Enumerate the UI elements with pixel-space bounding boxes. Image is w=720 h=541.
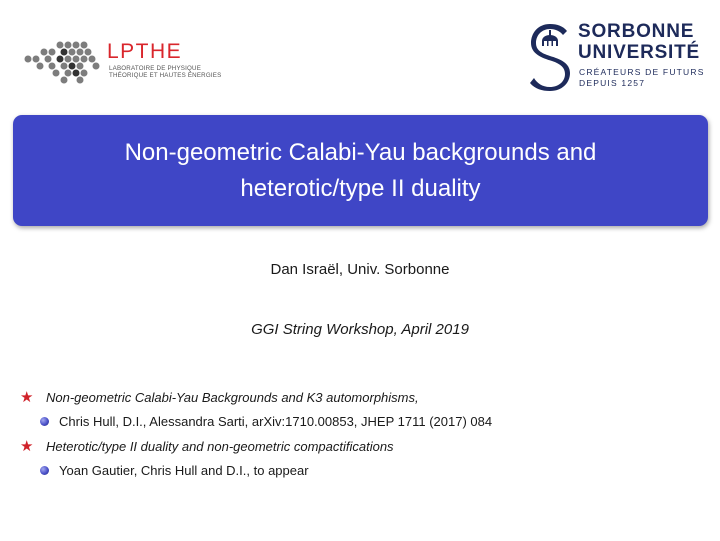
sorbonne-tagline-line2: DEPUIS 1257 — [579, 78, 646, 88]
lpthe-name: LPTHE — [107, 40, 183, 63]
reference-detail-item — [40, 460, 309, 480]
reference-title: Non-geometric Calabi-Yau Backgrounds and K3 automorphisms, — [46, 389, 419, 405]
reference-title: Heterotic/type II duality and non-geometric compactifications — [46, 438, 394, 454]
star-bullet-icon: ★ — [20, 437, 34, 455]
ball-bullet-icon — [40, 417, 49, 426]
reference-item — [20, 436, 394, 456]
reference-item — [20, 387, 419, 407]
reference-details: Yoan Gautier, Chris Hull and D.I., to appear — [59, 462, 309, 478]
star-bullet-icon: ★ — [20, 388, 34, 406]
lpthe-logo — [22, 40, 222, 88]
lpthe-hexagon-mark-icon — [22, 40, 102, 86]
sorbonne-tagline-line1: CRÉATEURS DE FUTURS — [579, 67, 705, 77]
sorbonne-name-line2: UNIVERSITÉ — [578, 42, 701, 63]
reference-details: Chris Hull, D.I., Alessandra Sarti, arXiv:1710.00853, JHEP 1711 (2017) 084 — [59, 413, 493, 429]
author-line: Dan Israël, Univ. Sorbonne — [270, 261, 450, 278]
ball-bullet-icon — [40, 466, 49, 475]
sorbonne-logo — [528, 20, 708, 92]
lpthe-subtitle-line1: LABORATOIRE DE PHYSIQUE — [109, 65, 202, 72]
sorbonne-name-line1: SORBONNE — [578, 21, 695, 42]
lpthe-subtitle-line2: THÉORIQUE ET HAUTES ÉNERGIES — [109, 72, 222, 79]
title-box — [13, 115, 708, 226]
reference-detail-item — [40, 411, 492, 431]
venue-line: GGI String Workshop, April 2019 — [251, 321, 469, 338]
sorbonne-s-emblem-icon — [528, 20, 572, 92]
slide-title: Non-geometric Calabi-Yau backgrounds and heterotic/type II duality — [124, 138, 597, 202]
